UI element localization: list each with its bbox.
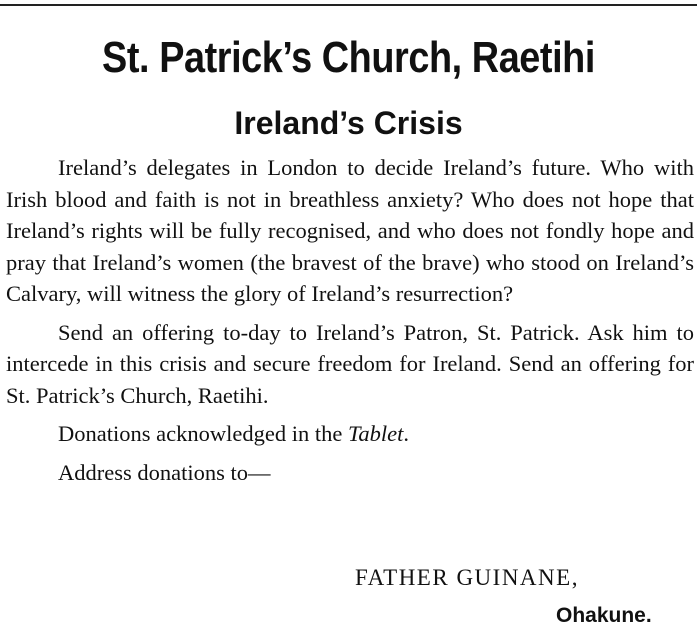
donations-line bbox=[6, 418, 694, 450]
signature-place: Ohakune. bbox=[556, 604, 652, 627]
signature: FATHER GUINANE, bbox=[355, 565, 579, 590]
notice-subtitle: Ireland’s Crisis bbox=[234, 105, 463, 141]
paragraph-offering: Send an offering to-day to Ireland’s Patron, St. Patrick. Ask him to intercede in this crisis and secure freedom for Ireland. Send an offering for St. Patrick’s Church, Raetihi. bbox=[6, 319, 694, 408]
donations-suffix: . bbox=[403, 421, 409, 446]
notice-title: St. Patrick’s Church, Raetihi bbox=[102, 33, 595, 82]
publication-name: Tablet bbox=[347, 421, 404, 446]
paragraph-delegates: Ireland’s delegates in London to decide Ireland’s future. Who with Irish blood and faith is not in breathless anxiety? Who does not hope that Ireland’s rights will be fully recognised, and who does not fondly hope and pray that Ireland’s women (the bravest of the brave) who stood on Ireland’s Calvary, will witness the glory of Ireland’s resurrection? bbox=[6, 155, 694, 306]
notice-body bbox=[6, 152, 694, 488]
donations-prefix: Donations acknowledged in the bbox=[58, 421, 348, 446]
address-line: Address donations to— bbox=[58, 459, 271, 485]
top-rule-divider bbox=[0, 4, 697, 6]
